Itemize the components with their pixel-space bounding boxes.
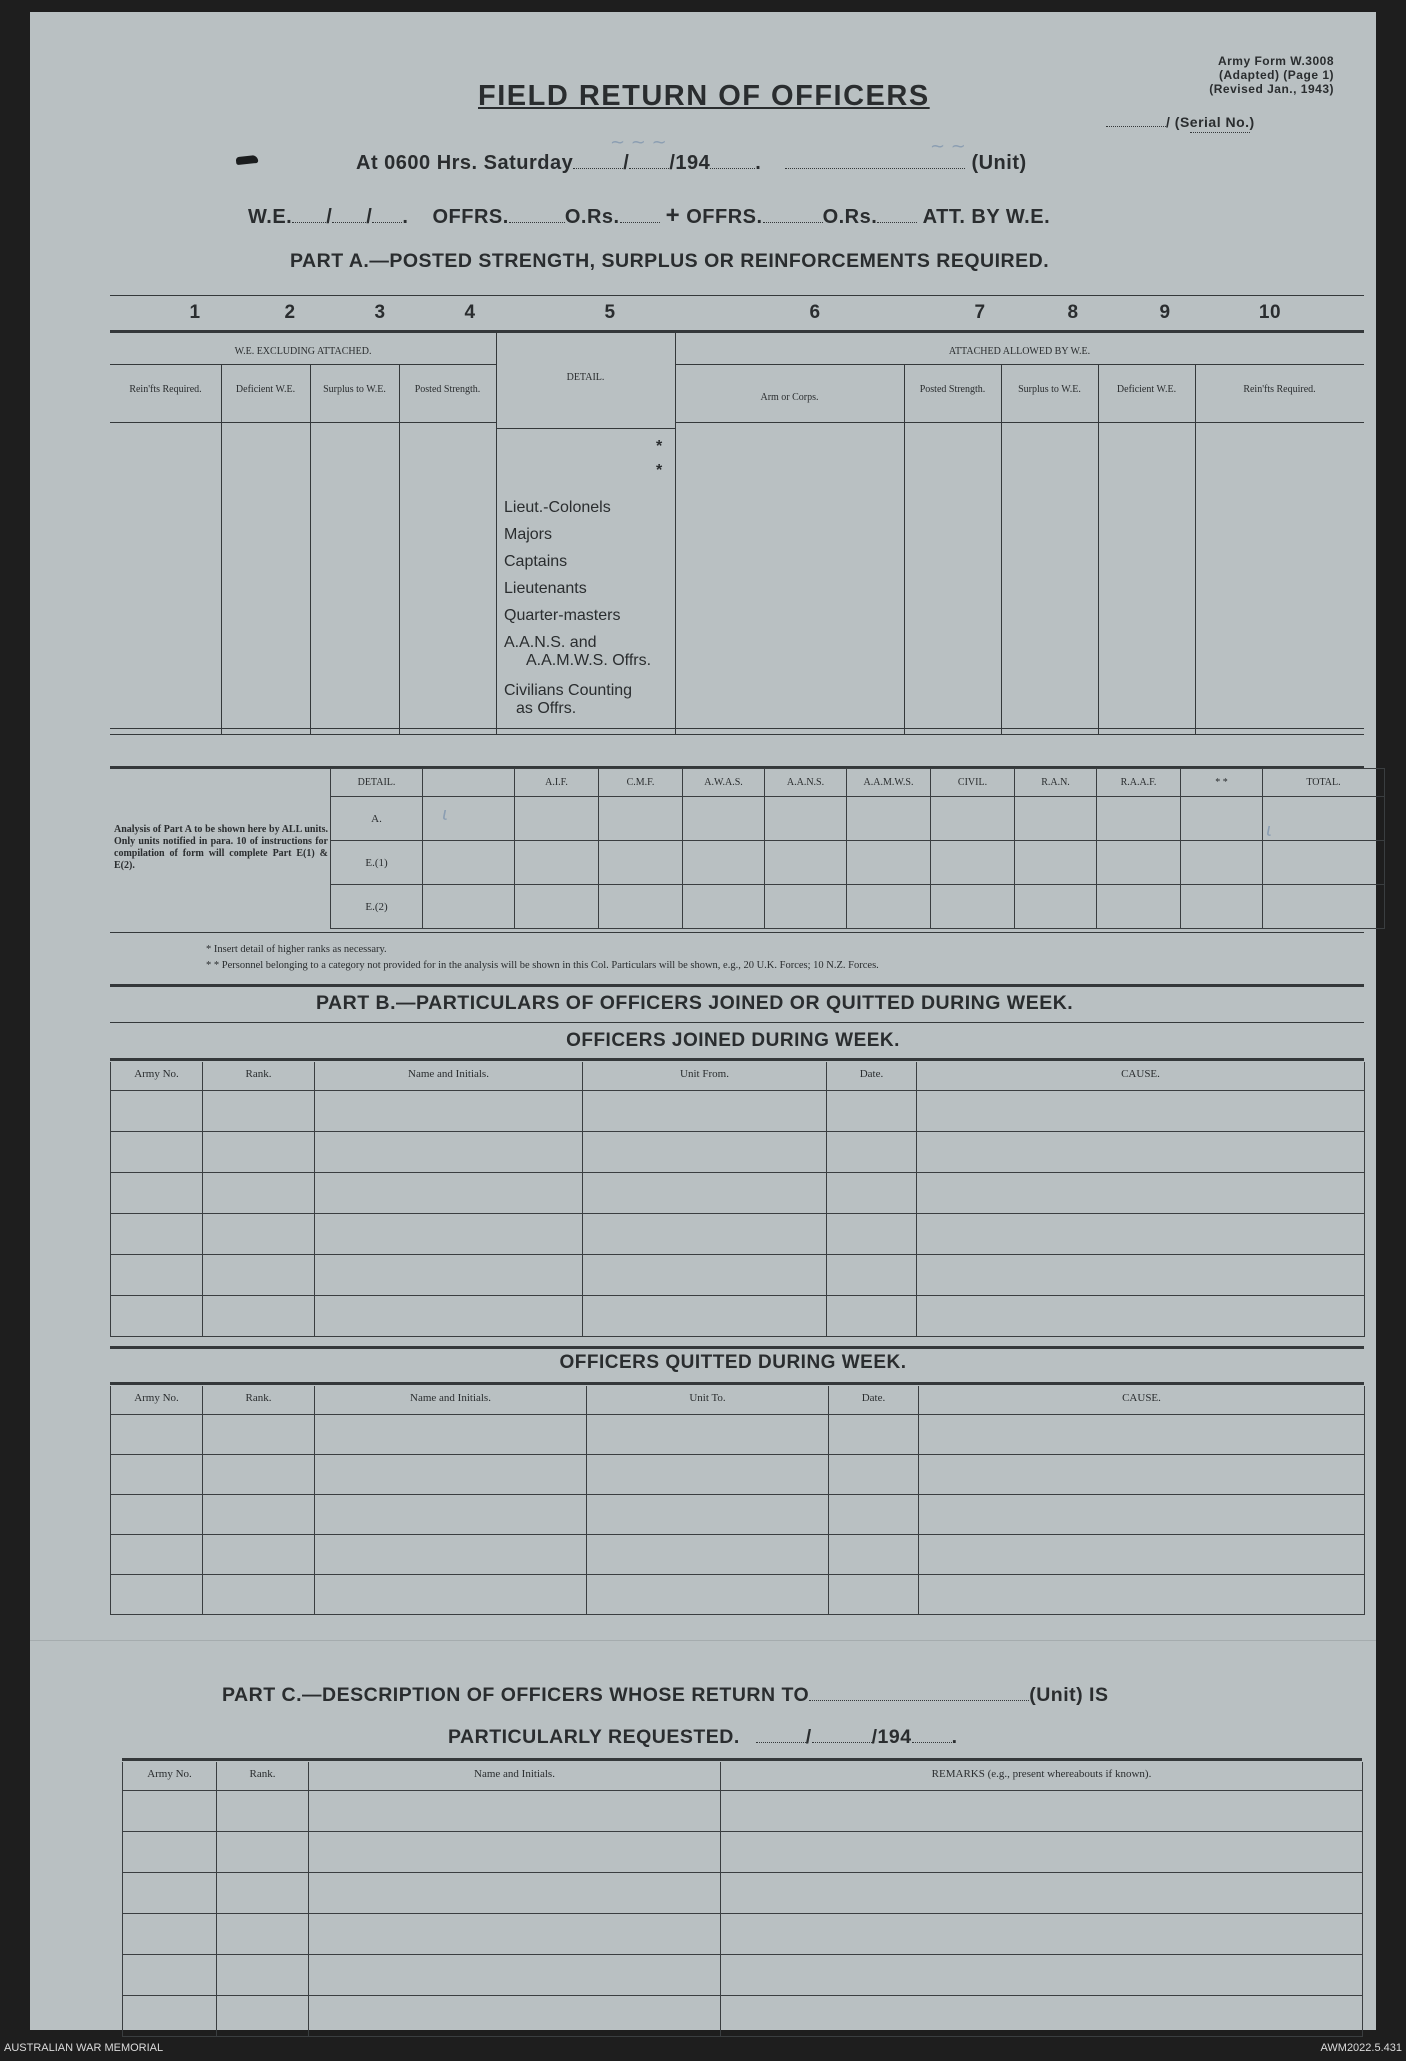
entry-cell[interactable] <box>309 1872 721 1913</box>
entry-cell[interactable] <box>583 1213 827 1254</box>
entry-cell[interactable] <box>829 1494 919 1534</box>
analysis-entry-cell[interactable] <box>683 885 765 929</box>
entry-cell[interactable] <box>217 1954 309 1995</box>
analysis-entry-cell[interactable] <box>1015 885 1097 929</box>
table-row <box>123 1913 1363 1954</box>
analysis-entry-cell[interactable] <box>1097 797 1181 841</box>
entry-cell[interactable] <box>315 1213 583 1254</box>
col1-reinforcements-required: Rein'fts Required. <box>129 384 202 395</box>
we-ors-field[interactable] <box>620 222 660 223</box>
group-right-label: ATTACHED ALLOWED BY W.E. <box>948 346 1091 357</box>
entry-cell[interactable] <box>123 1913 217 1954</box>
entry-cell[interactable] <box>203 1090 315 1131</box>
entry-cell[interactable] <box>721 1954 1363 1995</box>
day-field[interactable] <box>573 168 623 169</box>
quitted-table <box>110 1386 1365 1615</box>
analysis-entry-cell[interactable] <box>515 885 599 929</box>
form-revised: (Revised Jan., 1943) <box>1209 82 1334 96</box>
analysis-row-a <box>331 797 1385 841</box>
entry-cell[interactable] <box>721 1831 1363 1872</box>
table-row <box>111 1494 1365 1534</box>
entry-cell[interactable] <box>587 1454 829 1494</box>
ink-blot <box>236 155 259 165</box>
analysis-entry-cell[interactable] <box>1263 797 1385 841</box>
column-header: Date. <box>827 1062 917 1090</box>
part-c-month-field[interactable] <box>812 1742 872 1743</box>
column-header: CAUSE. <box>917 1062 1365 1090</box>
analysis-entry-cell[interactable] <box>847 841 931 885</box>
entry-cell[interactable] <box>315 1454 587 1494</box>
joined-heading: OFFICERS JOINED DURING WEEK. <box>566 1030 900 1051</box>
column-header: CAUSE. <box>919 1386 1365 1414</box>
table-row <box>111 1254 1365 1295</box>
handwriting-mark: ~ ~ <box>930 136 966 157</box>
entry-cell[interactable] <box>919 1414 1365 1454</box>
entry-cell[interactable] <box>827 1295 917 1336</box>
analysis-row-label: E.(2) <box>331 885 423 929</box>
analysis-row-label: E.(1) <box>331 841 423 885</box>
entry-cell[interactable] <box>721 1995 1363 2036</box>
footnote-1: * Insert detail of higher ranks as necessary. <box>206 944 387 955</box>
entry-cell[interactable] <box>309 1790 721 1831</box>
analysis-entry-cell[interactable] <box>931 841 1015 885</box>
column-number-2: 2 <box>284 302 296 323</box>
table-row <box>111 1090 1365 1131</box>
entry-cell[interactable] <box>123 1954 217 1995</box>
column-number-1: 1 <box>189 302 201 323</box>
analysis-header-cell: R.A.N. <box>1015 769 1097 797</box>
entry-cell[interactable] <box>203 1254 315 1295</box>
form-adapted: (Adapted) (Page 1) <box>1218 68 1334 82</box>
entry-cell[interactable] <box>217 1872 309 1913</box>
analysis-entry-cell[interactable] <box>1097 841 1181 885</box>
entry-cell[interactable] <box>829 1414 919 1454</box>
table-row <box>111 1131 1365 1172</box>
entry-cell[interactable] <box>917 1254 1365 1295</box>
entry-cell[interactable] <box>315 1574 587 1614</box>
form-sheet <box>30 12 1376 2030</box>
att-offrs-field[interactable] <box>763 222 823 223</box>
rank-captains: Captains <box>504 553 568 570</box>
analysis-header-cell <box>423 769 515 797</box>
column-header: Name and Initials. <box>315 1386 587 1414</box>
entry-cell[interactable] <box>203 1295 315 1336</box>
table-header-row <box>123 1762 1363 1790</box>
form-number: Army Form W.3008 <box>1217 54 1334 68</box>
entry-cell[interactable] <box>203 1213 315 1254</box>
we-line: W.E. / / . OFFRS. O.Rs. + OFFRS. O.Rs. ATT. BY W.E. <box>248 202 1051 229</box>
table-row <box>111 1534 1365 1574</box>
entry-cell[interactable] <box>827 1090 917 1131</box>
entry-cell[interactable] <box>587 1534 829 1574</box>
entry-cell[interactable] <box>583 1254 827 1295</box>
col6-arm-or-corps: Arm or Corps. <box>760 392 819 403</box>
entry-cell[interactable] <box>583 1172 827 1213</box>
quitted-heading: OFFICERS QUITTED DURING WEEK. <box>559 1352 907 1373</box>
analysis-entry-cell[interactable] <box>599 885 683 929</box>
col3-surplus: Surplus to W.E. <box>323 384 386 395</box>
entry-cell[interactable] <box>829 1574 919 1614</box>
entry-cell[interactable] <box>587 1414 829 1454</box>
rank-majors: Majors <box>504 526 553 543</box>
analysis-header-cell: TOTAL. <box>1263 769 1385 797</box>
column-header: Army No. <box>111 1062 203 1090</box>
entry-cell[interactable] <box>111 1574 203 1614</box>
group-left-label: W.E. EXCLUDING ATTACHED. <box>234 346 372 357</box>
entry-cell[interactable] <box>111 1090 203 1131</box>
analysis-header-cell: * * <box>1181 769 1263 797</box>
column-number-3: 3 <box>374 302 386 323</box>
serial-number-field[interactable] <box>1106 114 1366 130</box>
part-c-date-line: PARTICULARLY REQUESTED. / /194 . <box>448 1726 958 1748</box>
analysis-header-cell: A.W.A.S. <box>683 769 765 797</box>
entry-cell[interactable] <box>309 1954 721 1995</box>
analysis-entry-cell[interactable] <box>683 797 765 841</box>
table-row <box>111 1213 1365 1254</box>
rank-civilians: Civilians Counting as Offrs. <box>504 682 633 717</box>
analysis-row-label: A. <box>331 797 423 841</box>
we-year-field[interactable] <box>372 222 402 223</box>
return-unit-field[interactable] <box>809 1700 1029 1701</box>
att-ors-field[interactable] <box>877 222 917 223</box>
table-row <box>123 1995 1363 2036</box>
table-row <box>123 1831 1363 1872</box>
entry-cell[interactable] <box>309 1995 721 2036</box>
analysis-table <box>330 768 1385 929</box>
analysis-entry-cell[interactable] <box>1263 841 1385 885</box>
analysis-entry-cell[interactable] <box>1015 797 1097 841</box>
entry-cell[interactable] <box>315 1414 587 1454</box>
analysis-entry-cell[interactable] <box>423 841 515 885</box>
analysis-header-cell: CIVIL. <box>931 769 1015 797</box>
entry-cell[interactable] <box>919 1494 1365 1534</box>
analysis-header-cell: A.A.N.S. <box>765 769 847 797</box>
analysis-note: Analysis of Part A to be shown here by ALL units. Only units notified in para. 10 of instructions for compilation of form will complete Part E(1) & E(2). <box>114 824 328 871</box>
analysis-entry-cell[interactable] <box>1015 841 1097 885</box>
analysis-entry-cell[interactable] <box>423 885 515 929</box>
entry-cell[interactable] <box>111 1534 203 1574</box>
analysis-row-e2 <box>331 885 1385 929</box>
analysis-entry-cell[interactable] <box>1263 885 1385 929</box>
analysis-entry-cell[interactable] <box>765 841 847 885</box>
entry-cell[interactable] <box>217 1995 309 2036</box>
entry-cell[interactable] <box>111 1414 203 1454</box>
analysis-entry-cell[interactable] <box>847 797 931 841</box>
date-unit-line: At 0600 Hrs. Saturday / /194 . (Unit) <box>356 152 1027 174</box>
entry-cell[interactable] <box>111 1172 203 1213</box>
entry-cell[interactable] <box>315 1090 583 1131</box>
entry-cell[interactable] <box>203 1172 315 1213</box>
entry-cell[interactable] <box>203 1534 315 1574</box>
entry-cell[interactable] <box>919 1574 1365 1614</box>
entry-cell[interactable] <box>917 1090 1365 1131</box>
entry-cell[interactable] <box>123 1872 217 1913</box>
star-marker: * <box>656 462 663 479</box>
detail-header: DETAIL. <box>566 372 605 383</box>
table-row <box>123 1790 1363 1831</box>
serial-label: / (Serial No.) <box>1166 114 1255 130</box>
entry-cell[interactable] <box>111 1454 203 1494</box>
part-c-heading: PART C.—DESCRIPTION OF OFFICERS WHOSE RETURN TO (Unit) IS <box>222 1684 1109 1706</box>
analysis-entry-cell[interactable] <box>515 841 599 885</box>
entry-cell[interactable] <box>123 1995 217 2036</box>
entry-cell[interactable] <box>919 1534 1365 1574</box>
column-header: Name and Initials. <box>309 1762 721 1790</box>
entry-cell[interactable] <box>721 1790 1363 1831</box>
date-prefix: At 0600 Hrs. Saturday <box>356 152 574 174</box>
rank-list <box>504 494 620 629</box>
col2-deficient: Deficient W.E. <box>235 384 296 395</box>
column-header: Rank. <box>217 1762 309 1790</box>
table-row <box>111 1172 1365 1213</box>
entry-cell[interactable] <box>111 1295 203 1336</box>
entry-cell[interactable] <box>827 1131 917 1172</box>
entry-cell[interactable] <box>829 1454 919 1494</box>
column-header: Name and Initials. <box>315 1062 583 1090</box>
analysis-entry-cell[interactable] <box>423 797 515 841</box>
entry-cell[interactable] <box>203 1131 315 1172</box>
analysis-entry-cell[interactable] <box>1181 797 1263 841</box>
rank-aans: A.A.N.S. and A.A.M.W.S. Offrs. <box>504 634 652 669</box>
analysis-header-cell: R.A.A.F. <box>1097 769 1181 797</box>
rank-quarter-masters: Quarter-masters <box>504 607 621 624</box>
analysis-entry-cell[interactable] <box>1181 841 1263 885</box>
entry-cell[interactable] <box>583 1090 827 1131</box>
table-row <box>111 1295 1365 1336</box>
joined-table <box>110 1062 1365 1337</box>
column-header: Rank. <box>203 1386 315 1414</box>
entry-cell[interactable] <box>111 1254 203 1295</box>
entry-cell[interactable] <box>583 1295 827 1336</box>
column-number-8: 8 <box>1067 302 1079 323</box>
entry-cell[interactable] <box>111 1494 203 1534</box>
column-number-10: 10 <box>1258 302 1282 323</box>
entry-cell[interactable] <box>203 1494 315 1534</box>
analysis-entry-cell[interactable] <box>1097 885 1181 929</box>
column-number-7: 7 <box>974 302 986 323</box>
entry-cell[interactable] <box>217 1831 309 1872</box>
entry-cell[interactable] <box>315 1494 587 1534</box>
footer-bar <box>0 2036 1406 2061</box>
month-field[interactable] <box>629 168 669 169</box>
column-header: Unit To. <box>587 1386 829 1414</box>
entry-cell[interactable] <box>309 1831 721 1872</box>
col10-reinforcements-required: Rein'fts Required. <box>1243 384 1316 395</box>
analysis-row-e1 <box>331 841 1385 885</box>
part-c-year-field[interactable] <box>912 1742 952 1743</box>
entry-cell[interactable] <box>123 1831 217 1872</box>
analysis-entry-cell[interactable] <box>599 841 683 885</box>
entry-cell[interactable] <box>583 1131 827 1172</box>
entry-cell[interactable] <box>123 1790 217 1831</box>
analysis-header-cell: C.M.F. <box>599 769 683 797</box>
unit-field[interactable] <box>785 168 965 169</box>
column-number-9: 9 <box>1159 302 1171 323</box>
handwriting-mark: ι <box>1266 820 1273 841</box>
table-header-row <box>111 1062 1365 1090</box>
entry-cell[interactable] <box>217 1913 309 1954</box>
part-b-heading: PART B.—PARTICULARS OF OFFICERS JOINED OR QUITTED DURING WEEK. <box>316 992 1074 1014</box>
col4-posted-strength: Posted Strength. <box>414 384 481 395</box>
entry-cell[interactable] <box>217 1790 309 1831</box>
table-row <box>111 1454 1365 1494</box>
entry-cell[interactable] <box>917 1295 1365 1336</box>
col7-posted-strength: Posted Strength. <box>919 384 986 395</box>
footer-source: AUSTRALIAN WAR MEMORIAL <box>4 2042 164 2054</box>
star-marker: * <box>656 438 663 455</box>
form-reference <box>1154 54 1334 96</box>
analysis-entry-cell[interactable] <box>683 841 765 885</box>
analysis-header-cell: A.I.F. <box>515 769 599 797</box>
column-header: Date. <box>829 1386 919 1414</box>
col8-surplus: Surplus to W.E. <box>1018 384 1081 395</box>
entry-cell[interactable] <box>721 1913 1363 1954</box>
column-header: Army No. <box>111 1386 203 1414</box>
handwriting-mark: ~ ~ ~ <box>610 132 667 153</box>
entry-cell[interactable] <box>919 1454 1365 1494</box>
entry-cell[interactable] <box>315 1172 583 1213</box>
entry-cell[interactable] <box>203 1414 315 1454</box>
column-number-5: 5 <box>604 302 616 323</box>
analysis-entry-cell[interactable] <box>515 797 599 841</box>
entry-cell[interactable] <box>315 1295 583 1336</box>
column-number-4: 4 <box>464 302 476 323</box>
table-row <box>111 1414 1365 1454</box>
entry-cell[interactable] <box>315 1534 587 1574</box>
entry-cell[interactable] <box>721 1872 1363 1913</box>
analysis-entry-cell[interactable] <box>847 885 931 929</box>
entry-cell[interactable] <box>203 1454 315 1494</box>
entry-cell[interactable] <box>917 1172 1365 1213</box>
entry-cell[interactable] <box>829 1534 919 1574</box>
entry-cell[interactable] <box>203 1574 315 1614</box>
entry-cell[interactable] <box>111 1131 203 1172</box>
entry-cell[interactable] <box>917 1131 1365 1172</box>
analysis-header-cell: A.A.M.W.S. <box>847 769 931 797</box>
we-offrs-field[interactable] <box>509 222 565 223</box>
part-c-table <box>122 1762 1363 2037</box>
column-header: Rank. <box>203 1062 315 1090</box>
part-c-day-field[interactable] <box>756 1742 806 1743</box>
entry-cell[interactable] <box>309 1913 721 1954</box>
analysis-entry-cell[interactable] <box>1181 885 1263 929</box>
column-number-6: 6 <box>809 302 821 323</box>
analysis-entry-cell[interactable] <box>765 885 847 929</box>
analysis-entry-cell[interactable] <box>765 797 847 841</box>
entry-cell[interactable] <box>917 1213 1365 1254</box>
entry-cell[interactable] <box>827 1213 917 1254</box>
entry-cell[interactable] <box>827 1172 917 1213</box>
entry-cell[interactable] <box>315 1131 583 1172</box>
entry-cell[interactable] <box>587 1494 829 1534</box>
rank-lieutenants: Lieutenants <box>504 580 587 597</box>
entry-cell[interactable] <box>587 1574 829 1614</box>
column-header: REMARKS (e.g., present whereabouts if known). <box>721 1762 1363 1790</box>
rank-lieut-colonels: Lieut.-Colonels <box>504 499 611 516</box>
unit-label: (Unit) <box>971 152 1027 174</box>
column-header: Army No. <box>123 1762 217 1790</box>
table-row <box>123 1954 1363 1995</box>
footnote-2: * * Personnel belonging to a category not provided for in the analysis will be shown in this Col. Particulars will be shown, e.g., 20 U.K. Forces; 10 N.Z. Forces. <box>206 960 879 971</box>
page-title: FIELD RETURN OF OFFICERS <box>478 80 930 112</box>
table-row <box>123 1872 1363 1913</box>
analysis-header-row <box>331 769 1385 797</box>
analysis-entry-cell[interactable] <box>599 797 683 841</box>
col9-deficient: Deficient W.E. <box>1116 384 1177 395</box>
year-field[interactable] <box>710 168 755 169</box>
table-row <box>111 1574 1365 1614</box>
we-month-field[interactable] <box>332 222 366 223</box>
analysis-entry-cell[interactable] <box>931 885 1015 929</box>
entry-cell[interactable] <box>111 1213 203 1254</box>
entry-cell[interactable] <box>315 1254 583 1295</box>
footer-accession: AWM2022.5.431 <box>1320 2042 1402 2054</box>
analysis-header-cell: DETAIL. <box>331 769 423 797</box>
table-header-row <box>111 1386 1365 1414</box>
handwriting-mark: ι <box>442 804 449 825</box>
entry-cell[interactable] <box>827 1254 917 1295</box>
column-header: Unit From. <box>583 1062 827 1090</box>
we-day-field[interactable] <box>292 222 326 223</box>
analysis-entry-cell[interactable] <box>931 797 1015 841</box>
part-a-heading: PART A.—POSTED STRENGTH, SURPLUS OR REINFORCEMENTS REQUIRED. <box>290 250 1050 272</box>
